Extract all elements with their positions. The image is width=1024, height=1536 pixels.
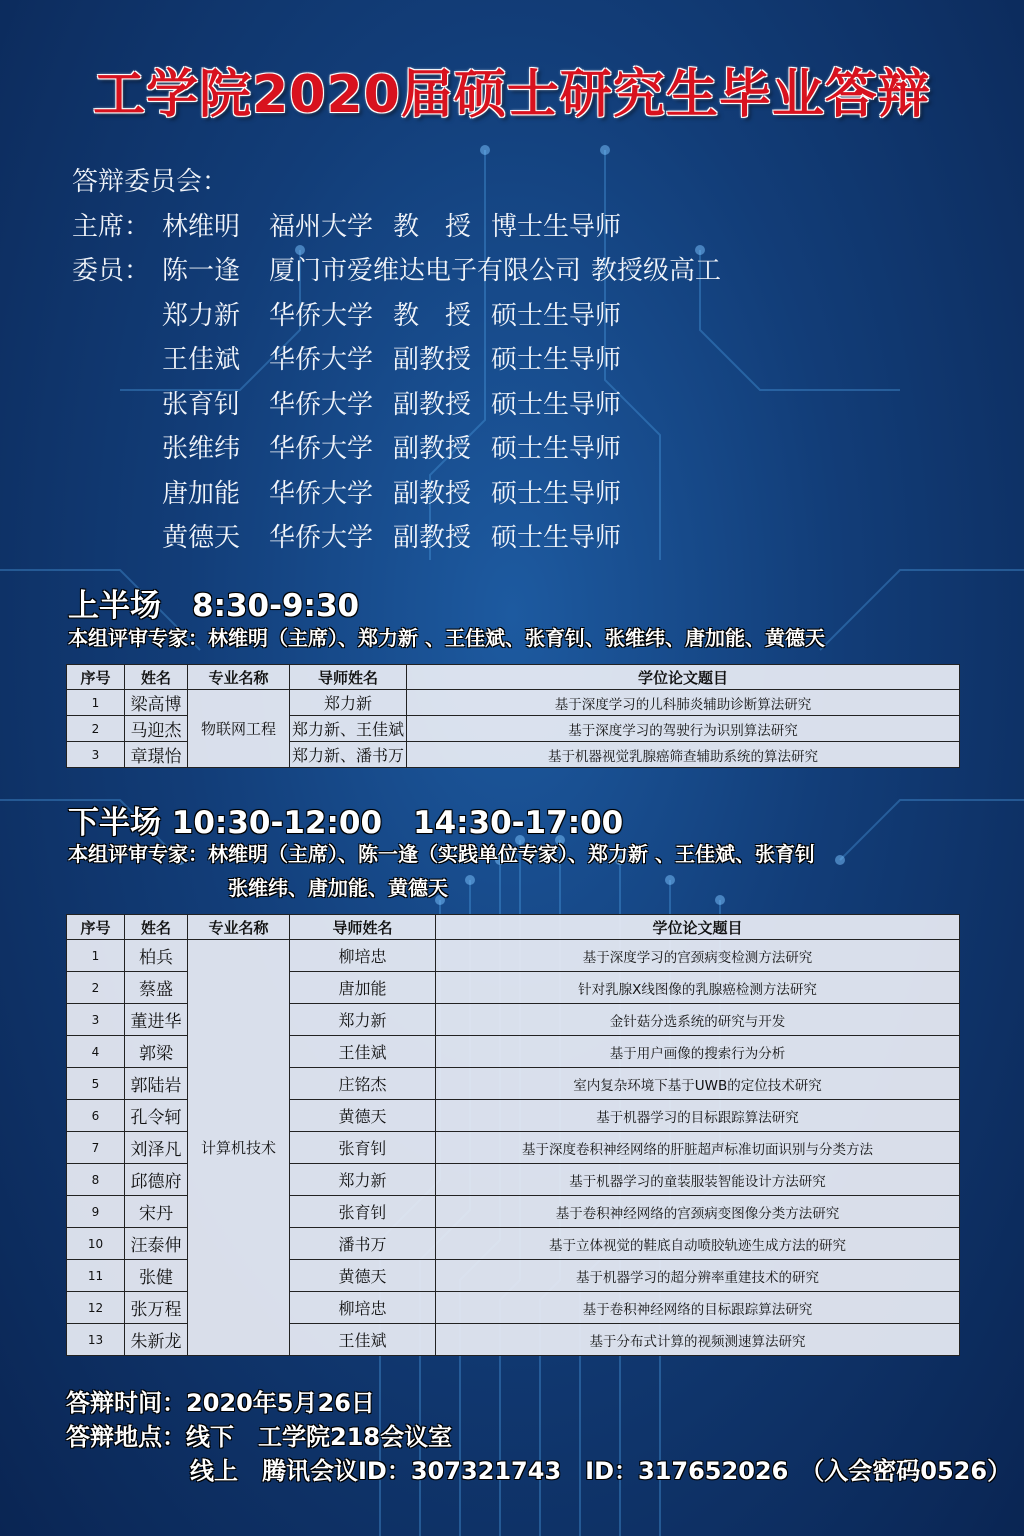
- member-role: 硕士生导师: [491, 345, 622, 375]
- row-thesis: 基于深度学习的儿科肺炎辅助诊断算法研究: [407, 690, 960, 716]
- row-no: 12: [67, 1292, 125, 1324]
- experts-line: 张维纬、唐加能、黄德天: [228, 876, 448, 900]
- row-student: 马迎杰: [125, 716, 188, 742]
- session1-title: 上半场 8:30-9:30: [68, 588, 360, 624]
- member-label: 委员：: [72, 256, 151, 286]
- member-name: 张维纬: [162, 434, 241, 464]
- committee-member-row: [72, 516, 741, 561]
- committee-member-row: [72, 249, 741, 294]
- row-thesis: 基于机器视觉乳腺癌筛查辅助系统的算法研究: [407, 742, 960, 768]
- row-thesis: 基于深度学习的宫颈病变检测方法研究: [436, 940, 960, 972]
- row-no: 3: [67, 742, 125, 768]
- row-no: 1: [67, 690, 125, 716]
- row-advisor: 柳培忠: [290, 1292, 436, 1324]
- header-student: 姓名: [125, 915, 188, 940]
- row-no: 10: [67, 1228, 125, 1260]
- member-affiliation: 华侨大学: [269, 478, 374, 509]
- member-rank: 副教授: [393, 345, 472, 375]
- row-no: 1: [67, 940, 125, 972]
- committee-member-row: [72, 383, 741, 428]
- row-major: 计算机技术: [188, 940, 290, 1356]
- member-rank: 副教授: [393, 389, 472, 420]
- defense-time: 答辩时间：2020年5月26日: [66, 1389, 375, 1417]
- row-thesis: 基于机器学习的超分辨率重建技术的研究: [436, 1260, 960, 1292]
- row-advisor: 黄德天: [290, 1260, 436, 1292]
- row-student: 邱德府: [125, 1164, 188, 1196]
- committee-member-row: [72, 294, 741, 339]
- row-student: 宋丹: [125, 1196, 188, 1228]
- row-advisor: 张育钊: [290, 1132, 436, 1164]
- header-no: 序号: [67, 665, 125, 690]
- committee-section: [72, 160, 741, 561]
- member-name: 林维明: [162, 211, 241, 242]
- row-no: 5: [67, 1068, 125, 1100]
- session2-table: [66, 914, 960, 1356]
- header-thesis: 学位论文题目: [436, 915, 960, 940]
- member-affiliation: 华侨大学: [269, 389, 374, 420]
- row-thesis: 基于立体视觉的鞋底自动喷胶轨迹生成方法的研究: [436, 1228, 960, 1260]
- committee-member-row: [72, 427, 741, 472]
- row-thesis: 基于卷积神经网络的目标跟踪算法研究: [436, 1292, 960, 1324]
- row-student: 郭梁: [125, 1036, 188, 1068]
- header-major: 专业名称: [188, 915, 290, 940]
- header-major: 专业名称: [188, 665, 290, 690]
- header-no: 序号: [67, 915, 125, 940]
- chair-label: 主席：: [72, 211, 151, 242]
- table-header-row: [67, 915, 960, 940]
- member-affiliation: 华侨大学: [269, 434, 374, 464]
- row-no: 6: [67, 1100, 125, 1132]
- row-thesis: 基于深度学习的驾驶行为识别算法研究: [407, 716, 960, 742]
- row-student: 梁高博: [125, 690, 188, 716]
- row-thesis: 金针菇分选系统的研究与开发: [436, 1004, 960, 1036]
- member-name: 黄德天: [162, 523, 241, 553]
- session2-experts: [68, 837, 815, 905]
- row-thesis: 基于机器学习的目标跟踪算法研究: [436, 1100, 960, 1132]
- table-row: [67, 690, 960, 716]
- member-name: 陈一逢: [162, 256, 241, 286]
- session2-title: 下半场 10:30-12:00 14:30-17:00: [68, 805, 624, 841]
- row-advisor: 郑力新: [290, 690, 407, 716]
- member-affiliation: 厦门市爱维达电子有限公司: [269, 256, 582, 286]
- page-title: 工学院2020届硕士研究生毕业答辩: [93, 65, 931, 125]
- row-advisor: 郑力新: [290, 1004, 436, 1036]
- member-name: 张育钊: [162, 389, 241, 420]
- row-thesis: 基于分布式计算的视频测速算法研究: [436, 1324, 960, 1356]
- row-thesis: 基于机器学习的童装服装智能设计方法研究: [436, 1164, 960, 1196]
- member-name: 王佳斌: [162, 345, 241, 375]
- row-thesis: 针对乳腺X线图像的乳腺癌检测方法研究: [436, 972, 960, 1004]
- row-no: 8: [67, 1164, 125, 1196]
- member-role: 硕士生导师: [491, 300, 622, 331]
- member-affiliation: 华侨大学: [269, 523, 374, 553]
- header-advisor: 导师姓名: [290, 665, 407, 690]
- row-no: 13: [67, 1324, 125, 1356]
- row-thesis: 室内复杂环境下基于UWB的定位技术研究: [436, 1068, 960, 1100]
- row-student: 蔡盛: [125, 972, 188, 1004]
- row-advisor: 郑力新: [290, 1164, 436, 1196]
- row-student: 刘泽凡: [125, 1132, 188, 1164]
- committee-member-row: [72, 472, 741, 517]
- member-role: 硕士生导师: [491, 523, 622, 553]
- defense-place: 答辩地点：线下 工学院218会议室: [66, 1423, 453, 1451]
- member-name: 唐加能: [162, 478, 241, 509]
- member-rank: 教授级高工: [591, 256, 722, 286]
- row-advisor: 郑力新、王佳斌: [290, 716, 407, 742]
- row-student: 郭陆岩: [125, 1068, 188, 1100]
- committee-heading: 答辩委员会：: [72, 167, 229, 197]
- experts-line: 本组评审专家：林维明（主席）、陈一逢（实践单位专家）、郑力新 、王佳斌、张育钊: [68, 842, 815, 866]
- member-rank: 副教授: [393, 478, 472, 509]
- header-advisor: 导师姓名: [290, 915, 436, 940]
- row-student: 张万程: [125, 1292, 188, 1324]
- row-student: 柏兵: [125, 940, 188, 972]
- session1-table: [66, 664, 960, 768]
- member-affiliation: 华侨大学: [269, 345, 374, 375]
- member-rank: 教 授: [393, 300, 472, 331]
- row-advisor: 黄德天: [290, 1100, 436, 1132]
- row-student: 孔令轲: [125, 1100, 188, 1132]
- row-no: 9: [67, 1196, 125, 1228]
- online-meeting: 线上 腾讯会议ID：307321743 ID：317652026 （入会密码0526）: [190, 1457, 1012, 1485]
- member-rank: 教 授: [393, 211, 472, 242]
- row-no: 4: [67, 1036, 125, 1068]
- row-advisor: 王佳斌: [290, 1036, 436, 1068]
- row-advisor: 柳培忠: [290, 940, 436, 972]
- row-advisor: 庄铭杰: [290, 1068, 436, 1100]
- row-advisor: 潘书万: [290, 1228, 436, 1260]
- table-row: [67, 940, 960, 972]
- member-role: 博士生导师: [491, 211, 622, 242]
- member-affiliation: 华侨大学: [269, 300, 374, 331]
- header-student: 姓名: [125, 665, 188, 690]
- row-no: 7: [67, 1132, 125, 1164]
- table-header-row: [67, 665, 960, 690]
- row-no: 2: [67, 716, 125, 742]
- row-student: 董进华: [125, 1004, 188, 1036]
- row-major: 物联网工程: [188, 690, 290, 768]
- experts-line: 本组评审专家：林维明（主席）、郑力新 、王佳斌、张育钊、张维纬、唐加能、黄德天: [68, 626, 825, 650]
- member-role: 硕士生导师: [491, 389, 622, 420]
- member-role: 硕士生导师: [491, 434, 622, 464]
- member-role: 硕士生导师: [491, 478, 622, 509]
- row-advisor: 郑力新、潘书万: [290, 742, 407, 768]
- row-student: 朱新龙: [125, 1324, 188, 1356]
- session1-experts: [68, 621, 825, 655]
- member-affiliation: 福州大学: [269, 211, 374, 242]
- row-advisor: 王佳斌: [290, 1324, 436, 1356]
- footer-info: [66, 1386, 1011, 1488]
- row-thesis: 基于卷积神经网络的宫颈病变图像分类方法研究: [436, 1196, 960, 1228]
- row-no: 3: [67, 1004, 125, 1036]
- committee-member-row: [72, 338, 741, 383]
- row-student: 张健: [125, 1260, 188, 1292]
- row-thesis: 基于深度卷积神经网络的肝脏超声标准切面识别与分类方法: [436, 1132, 960, 1164]
- row-advisor: 张育钊: [290, 1196, 436, 1228]
- row-thesis: 基于用户画像的搜索行为分析: [436, 1036, 960, 1068]
- member-name: 郑力新: [162, 300, 241, 331]
- member-rank: 副教授: [393, 434, 472, 464]
- header-thesis: 学位论文题目: [407, 665, 960, 690]
- row-advisor: 唐加能: [290, 972, 436, 1004]
- committee-chair-row: [72, 205, 741, 250]
- row-student: 章璟怡: [125, 742, 188, 768]
- row-no: 2: [67, 972, 125, 1004]
- member-rank: 副教授: [393, 523, 472, 553]
- row-student: 汪泰伸: [125, 1228, 188, 1260]
- row-no: 11: [67, 1260, 125, 1292]
